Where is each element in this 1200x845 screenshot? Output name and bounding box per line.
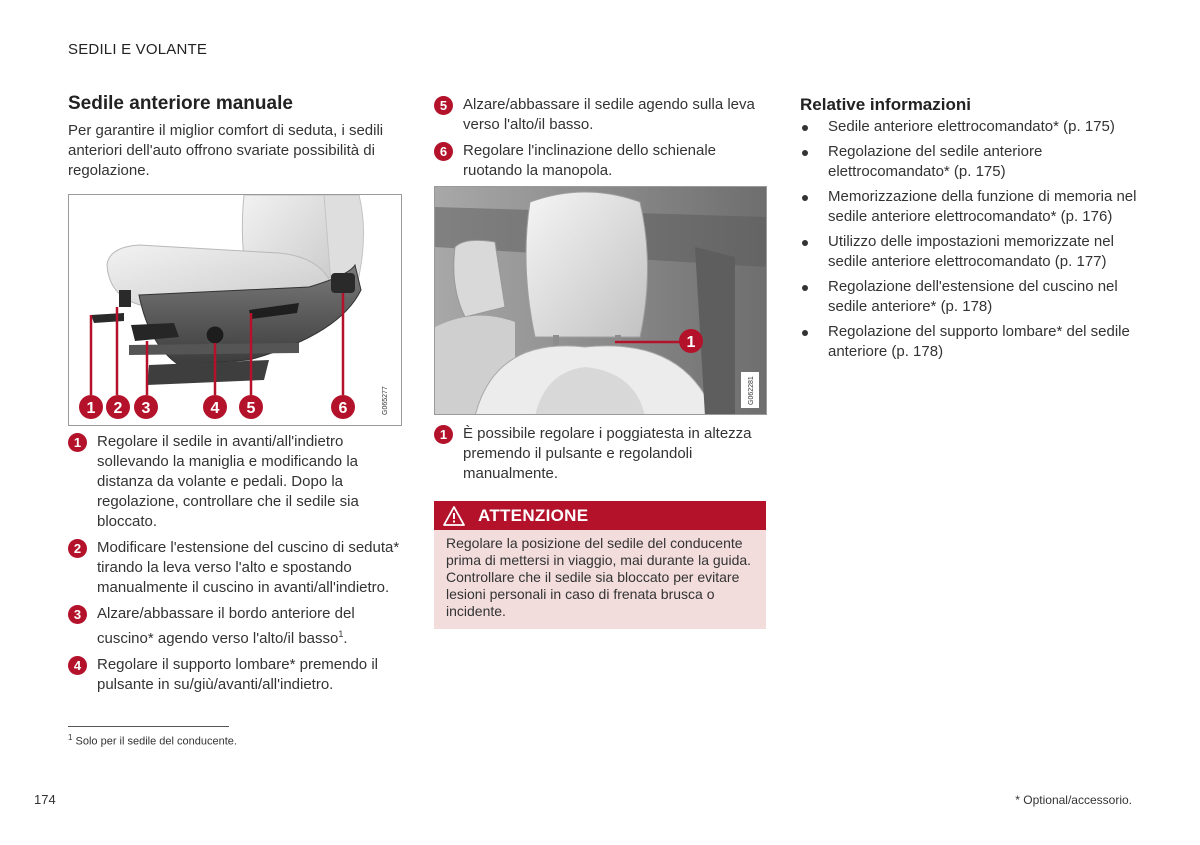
related-link-text: Memorizzazione della funzione di memoria nel sedile anteriore elettrocomandato* (p. 176)	[828, 188, 1137, 225]
column-2	[434, 95, 766, 187]
bullet-icon	[802, 150, 808, 156]
list-item	[68, 432, 404, 532]
step-number: 1	[68, 433, 87, 452]
bullet-icon	[802, 240, 808, 246]
footnote-text: Solo per il sedile del conducente.	[75, 735, 237, 748]
footnote-ref: 1	[338, 629, 344, 639]
related-link[interactable]	[800, 117, 1140, 137]
bullet-icon	[802, 330, 808, 336]
section-title: Sedile anteriore manuale	[68, 93, 293, 114]
related-link-text: Regolazione del sedile anteriore elettrocomandato* (p. 175)	[828, 143, 1043, 180]
step-text: Alzare/abbassare il bordo anteriore del cuscino* agendo verso l'alto/il basso	[97, 605, 355, 647]
headrest-callout-label: 1	[686, 334, 696, 351]
callout-6-label: 6	[338, 400, 348, 417]
related-link-text: Regolazione del supporto lombare* del sedile anteriore (p. 178)	[828, 323, 1130, 360]
step-number: 3	[68, 605, 87, 624]
list-item	[434, 141, 766, 181]
list-item	[68, 538, 404, 598]
related-info-title: Relative informazioni	[800, 95, 971, 114]
related-link-text: Utilizzo delle impostazioni memorizzate nel sedile anteriore elettrocomandato (p. 177)	[828, 233, 1114, 270]
related-link[interactable]	[800, 142, 1140, 182]
step-text-end: .	[343, 630, 348, 647]
column-3	[800, 95, 1140, 367]
warning-box	[434, 501, 766, 629]
related-link-text: Regolazione dell'estensione del cuscino nel sedile anteriore* (p. 178)	[828, 278, 1118, 315]
bullet-icon	[802, 285, 808, 291]
related-link[interactable]	[800, 187, 1140, 227]
figure-code: G065277	[382, 386, 389, 415]
step-text: È possibile regolare i poggiatesta in altezza premendo il pulsante e regolandoli manualmente.	[463, 425, 752, 482]
step-text: Regolare il supporto lombare* premendo il pulsante in su/giù/avanti/all'indietro.	[97, 656, 378, 693]
related-link[interactable]	[800, 277, 1140, 317]
step-number: 6	[434, 142, 453, 161]
list-item	[68, 604, 404, 649]
headrest-illustration	[435, 187, 767, 415]
step-text: Regolare l'inclinazione dello schienale ruotando la manopola.	[463, 142, 717, 179]
callout-2-label: 2	[113, 400, 123, 417]
related-link[interactable]	[800, 322, 1140, 362]
optional-note: * Optional/accessorio.	[1015, 793, 1132, 807]
step-text: Modificare l'estensione del cuscino di seduta* tirando la leva verso l'alto e spostando manualmente il cuscino in avanti/all'indietro.	[97, 539, 400, 596]
headrest-photo	[434, 186, 767, 415]
bullet-icon	[802, 125, 808, 131]
warning-title: ATTENZIONE	[478, 505, 589, 525]
column-1	[68, 93, 404, 181]
warning-triangle-icon	[442, 505, 466, 527]
step-number: 2	[68, 539, 87, 558]
list-item	[68, 655, 404, 695]
list-item	[434, 424, 766, 484]
headrest-list	[434, 424, 766, 490]
step-number: 5	[434, 96, 453, 115]
footnote-mark: 1	[68, 733, 73, 742]
related-link-text: Sedile anteriore elettrocomandato* (p. 175)	[828, 118, 1115, 135]
callout-3-label: 3	[141, 400, 151, 417]
list-item	[434, 95, 766, 135]
warning-header	[434, 501, 766, 530]
step-number: 1	[434, 425, 453, 444]
callout-1-label: 1	[86, 400, 96, 417]
section-header: SEDILI E VOLANTE	[68, 41, 208, 58]
intro-paragraph: Per garantire il miglior comfort di seduta, i sedili anteriori dell'auto offrono svariate possibilità di regolazione.	[68, 122, 384, 179]
seat-illustration	[69, 195, 402, 426]
page-number: 174	[34, 792, 56, 807]
related-link[interactable]	[800, 232, 1140, 272]
step-number: 4	[68, 656, 87, 675]
warning-text: Regolare la posizione del sedile del conducente prima di mettersi in viaggio, mai durante la guida. Controllare che il sedile sia bloccato per evitare lesioni personali in caso di frenata brusca o incidente.	[446, 535, 752, 619]
bullet-icon	[802, 195, 808, 201]
footnote-divider	[68, 726, 229, 727]
callout-4-label: 4	[210, 400, 220, 417]
footnote	[68, 733, 237, 748]
photo-code: G062281	[748, 376, 755, 405]
step-text: Alzare/abbassare il sedile agendo sulla leva verso l'alto/il basso.	[463, 96, 755, 133]
related-links-list	[800, 117, 1140, 362]
seat-adjust-list	[68, 432, 404, 701]
callout-5-label: 5	[246, 400, 256, 417]
step-text: Regolare il sedile in avanti/all'indietro sollevando la maniglia e modificando la distanza da volante e pedali. Dopo la regolazione, controllare che il sedile sia bloccato.	[97, 433, 359, 530]
seat-diagram-figure	[68, 194, 402, 426]
